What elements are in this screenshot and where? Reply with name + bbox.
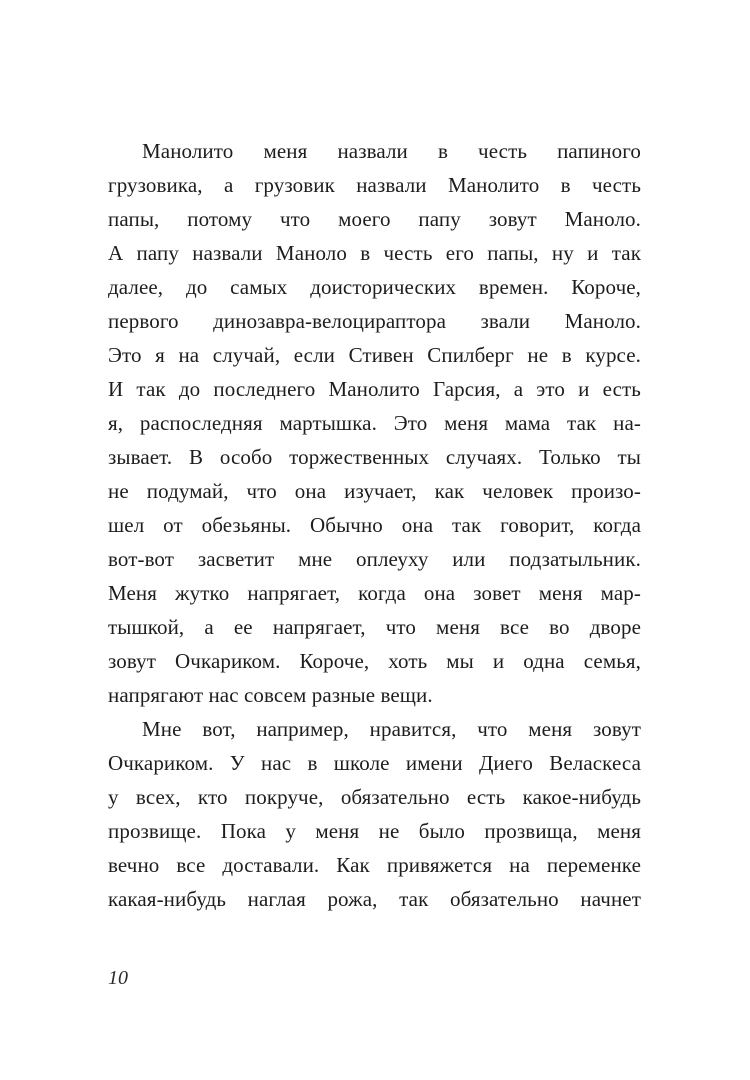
text-line: какая-нибудь наглая рожа, так обязательно начнет bbox=[108, 887, 641, 911]
text-line: прозвище. Пока у меня не было прозвища, меня bbox=[108, 819, 641, 843]
page-number: 10 bbox=[108, 967, 128, 989]
text-line: Это я на случай, если Стивен Спилберг не в курсе. bbox=[108, 343, 641, 367]
text-line: вот-вот засветит мне оплеуху или подзатыльник. bbox=[108, 547, 641, 571]
paragraph bbox=[108, 712, 641, 916]
text-line: грузовика, а грузовик назвали Манолито в честь bbox=[108, 173, 641, 197]
paragraph bbox=[108, 134, 641, 712]
text-line: И так до последнего Манолито Гарсия, а это и есть bbox=[108, 377, 641, 401]
text-line: Мне вот, например, нравится, что меня зовут bbox=[142, 717, 641, 741]
text-line: А папу назвали Маноло в честь его папы, ну и так bbox=[108, 241, 641, 265]
text-line: далее, до самых доисторических времен. Короче, bbox=[108, 275, 641, 299]
text-line: напрягают нас совсем разные вещи. bbox=[108, 683, 433, 707]
text-line: тышкой, а ее напрягает, что меня все во дворе bbox=[108, 615, 641, 639]
text-line: шел от обезьяны. Обычно она так говорит, когда bbox=[108, 513, 641, 537]
text-line: не подумай, что она изучает, как человек произо- bbox=[108, 479, 641, 503]
text-line: я, распоследняя мартышка. Это меня мама так на- bbox=[108, 411, 641, 435]
text-line: Манолито меня назвали в честь папиного bbox=[142, 139, 641, 163]
text-line: папы, потому что моего папу зовут Маноло. bbox=[108, 207, 641, 231]
text-line: Меня жутко напрягает, когда она зовет меня мар- bbox=[108, 581, 641, 605]
text-line: зывает. В особо торжественных случаях. Только ты bbox=[108, 445, 641, 469]
page-text bbox=[108, 134, 641, 916]
text-line: зовут Очкариком. Короче, хоть мы и одна семья, bbox=[108, 649, 641, 673]
text-line: первого динозавра-велоцираптора звали Маноло. bbox=[108, 309, 641, 333]
text-line: Очкариком. У нас в школе имени Диего Веласкеса bbox=[108, 751, 641, 775]
text-line: у всех, кто покруче, обязательно есть какое-нибудь bbox=[108, 785, 641, 809]
text-line: вечно все доставали. Как привяжется на переменке bbox=[108, 853, 641, 877]
